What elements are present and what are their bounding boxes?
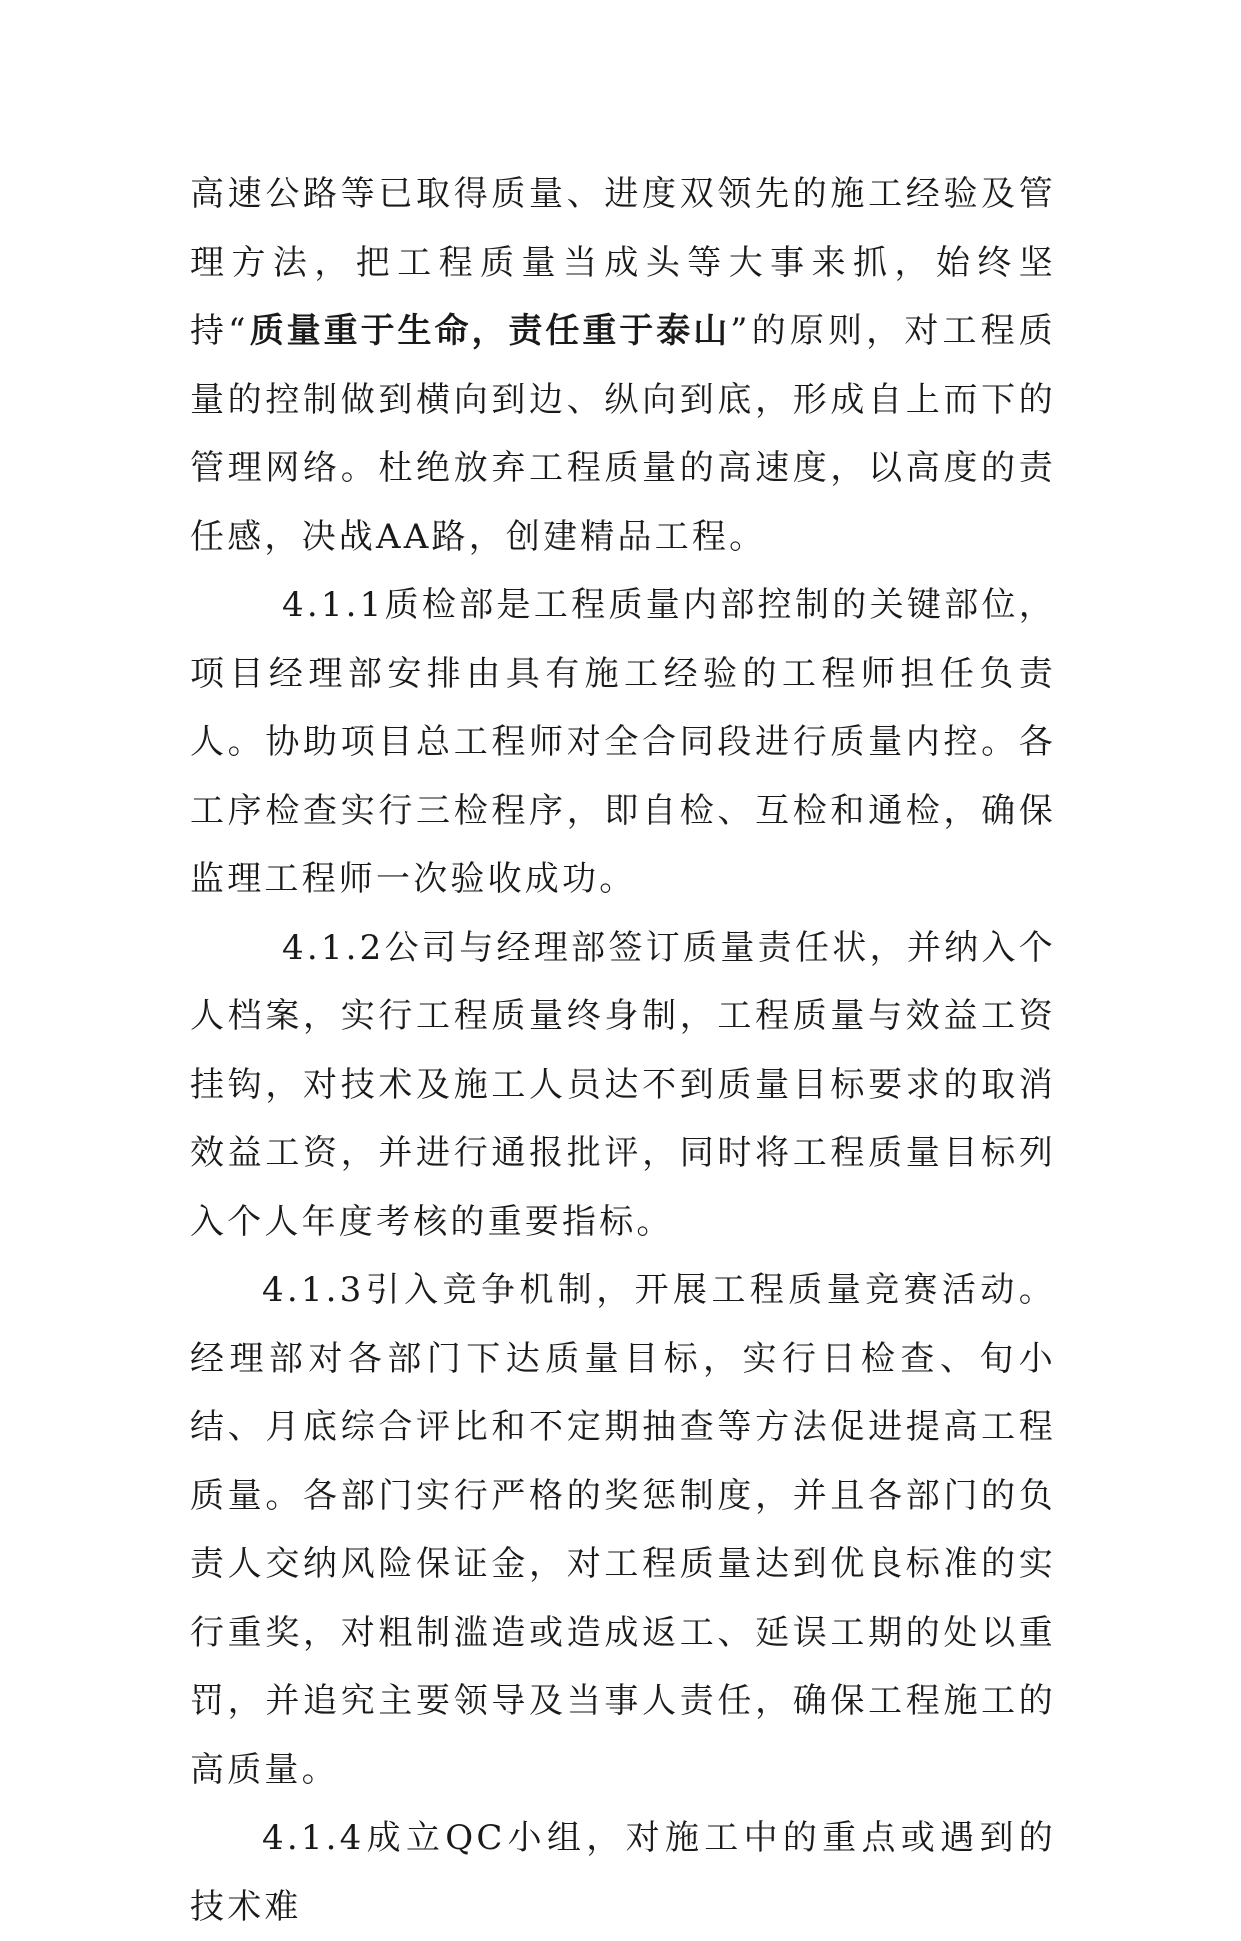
emphasis-text: 质量重于生命，责任重于泰山 [248, 311, 731, 351]
paragraph-4-1-4: 4.1.4成立QC小组，对施工中的重点或遇到的技术难 [190, 1818, 1056, 1927]
paragraph-4-1-1: 4.1.1质检部是工程质量内部控制的关键部位，项目经理部安排由具有施工经验的工程师担任负责人。协助项目总工程师对全合同段进行质量内控。各工序检查实行三检程序，即自检、互检和通检，确保监理工程师一次验收成功。 [190, 585, 1056, 899]
paragraph-4-1-3: 4.1.3引入竞争机制，开展工程质量竞赛活动。经理部对各部门下达质量目标，实行日检查、旬小结、月底综合评比和不定期抽查等方法促进提高工程质量。各部门实行严格的奖惩制度，并且各部门的负责人交纳风险保证金，对工程质量达到优良标准的实行重奖，对粗制滥造或造成返工、延误工期的处以重罚，并追究主要领导及当事人责任，确保工程施工的高质量。 [190, 1270, 1056, 1790]
paragraph-4-1-2: 4.1.2公司与经理部签订质量责任状，并纳入个人档案，实行工程质量终身制，工程质量与效益工资挂钩，对技术及施工人员达不到质量目标要求的取消效益工资，并进行通报批评，同时将工程质量目标列入个人年度考核的重要指标。 [190, 927, 1056, 1242]
paragraph-text: 高速公路等已取得质量、进度双领先的施工经验及管理方法，把工程质量当成头等大事来抓，始终坚持“ [190, 174, 1056, 351]
document-body [190, 160, 1056, 1941]
paragraph-intro [190, 160, 1056, 571]
paragraph-text: ”的原则，对工程质量的控制做到横向到边、纵向到底，形成自上而下的管理网络。杜绝放弃工程质量的高速度，以高度的责任感，决战AA路，创建精品工程。 [190, 311, 1056, 557]
